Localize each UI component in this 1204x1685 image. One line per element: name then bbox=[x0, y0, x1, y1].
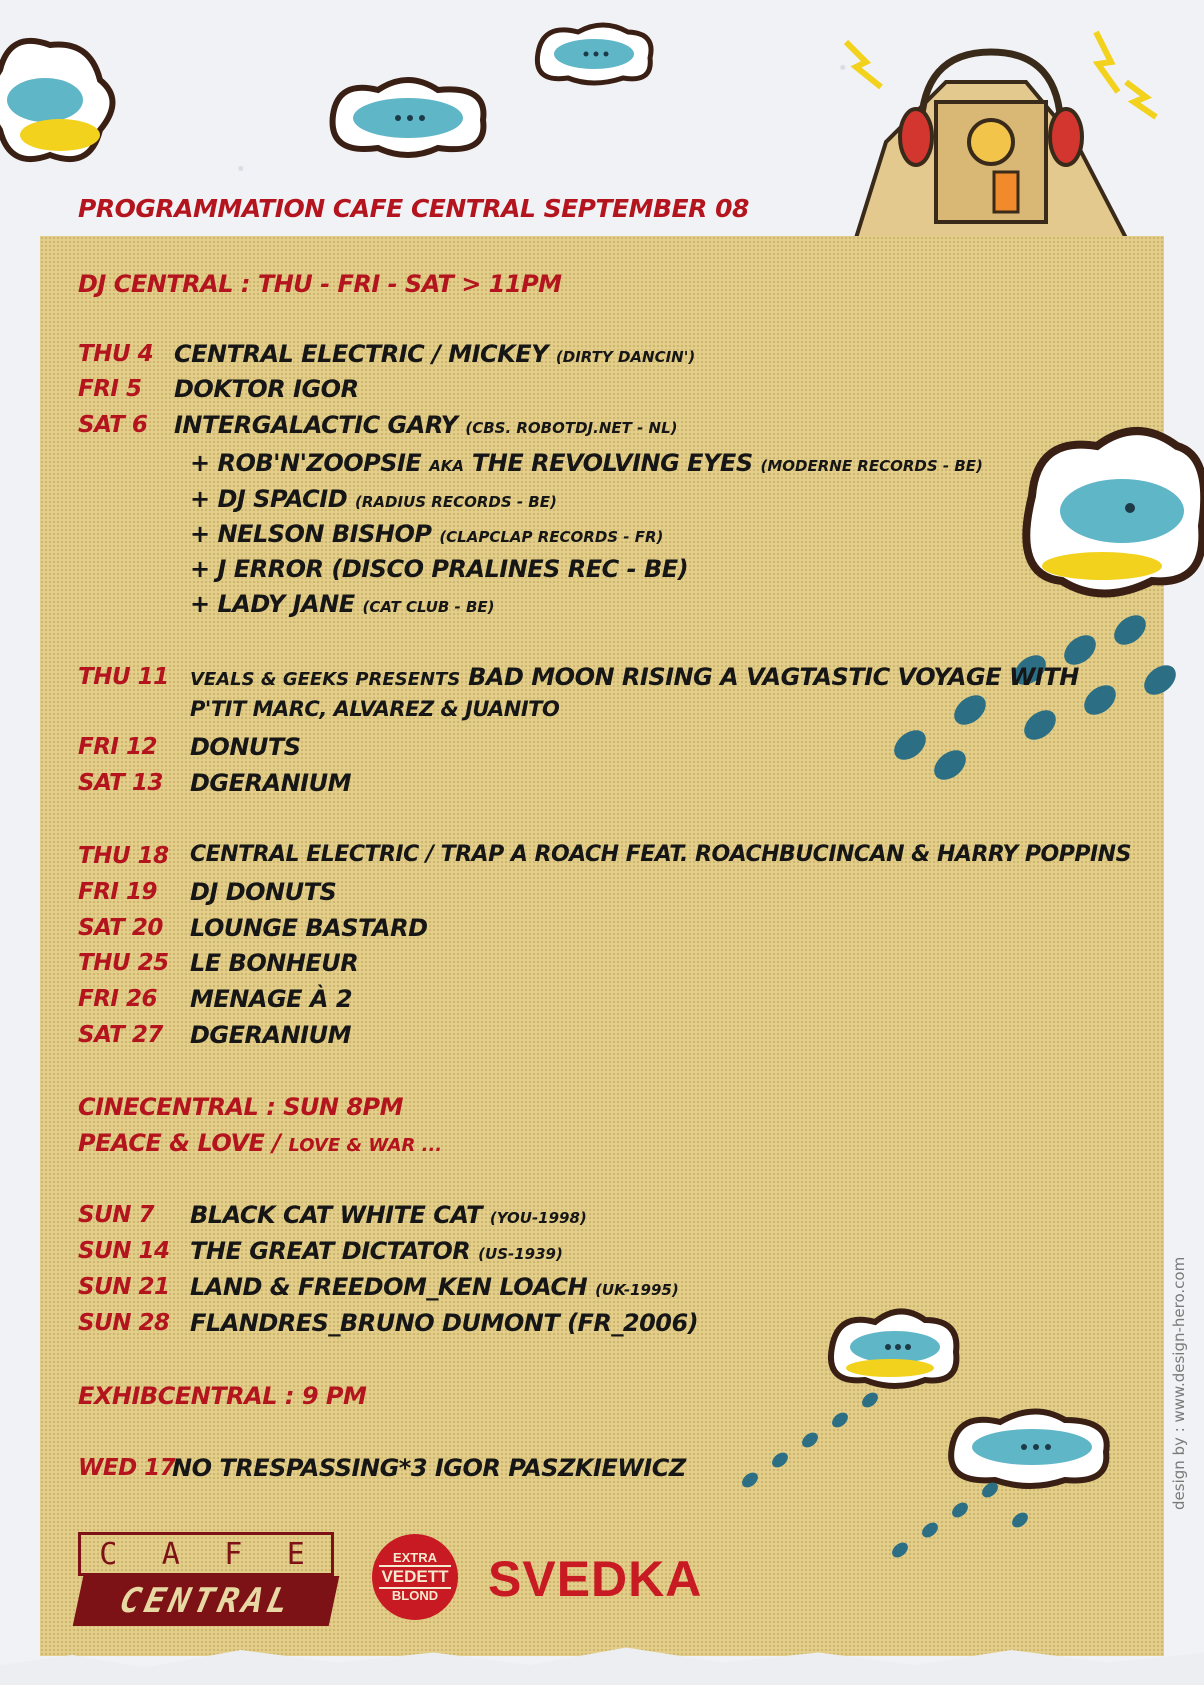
event-day: SAT 13 bbox=[78, 770, 163, 796]
event-title: DONUTS bbox=[190, 733, 301, 761]
event-title: DGERANIUM bbox=[190, 769, 351, 797]
dj-central-heading: DJ CENTRAL : THU - FRI - SAT > 11PM bbox=[78, 270, 562, 298]
event-day: FRI 5 bbox=[78, 376, 142, 402]
logo-letter: E bbox=[286, 1536, 313, 1572]
vedett-line: VEDETT bbox=[379, 1565, 450, 1589]
film-day: SUN 7 bbox=[78, 1202, 155, 1228]
event-day: THU 25 bbox=[78, 950, 169, 976]
design-credit: design by : www.design-hero.com bbox=[1170, 1256, 1188, 1510]
event-day: THU 11 bbox=[78, 664, 169, 690]
robot-building-icon bbox=[826, 22, 1166, 238]
logo-letter: A bbox=[161, 1536, 188, 1572]
film-title: THE GREAT DICTATOR (US-1939) bbox=[190, 1237, 563, 1265]
cafe-central-logo bbox=[78, 1532, 334, 1628]
event-guest: + LADY JANE (CAT CLUB - BE) bbox=[190, 590, 495, 618]
cloud-icon bbox=[820, 1302, 966, 1392]
event-day: FRI 12 bbox=[78, 734, 157, 760]
exhib-title: NO TRESPASSING*3 IGOR PASZKIEWICZ bbox=[172, 1454, 686, 1482]
film-day: SUN 28 bbox=[78, 1310, 170, 1336]
event-day: FRI 26 bbox=[78, 986, 157, 1012]
film-title: FLANDRES_BRUNO DUMONT (FR_2006) bbox=[190, 1309, 699, 1337]
film-day: SUN 21 bbox=[78, 1274, 170, 1300]
film-title: BLACK CAT WHITE CAT (YOU-1998) bbox=[190, 1201, 587, 1229]
event-title: DJ DONUTS bbox=[190, 878, 337, 906]
cafe-logo-top bbox=[78, 1532, 334, 1576]
vedett-line: BLOND bbox=[391, 1587, 439, 1603]
event-title-continued: P'TIT MARC, ALVAREZ & JUANITO bbox=[190, 697, 560, 721]
event-guest: + DJ SPACID (RADIUS RECORDS - BE) bbox=[190, 485, 557, 513]
svedka-logo: SVEDKA bbox=[488, 1551, 703, 1607]
event-title: VEALS & GEEKS PRESENTS BAD MOON RISING A VAGTASTIC VOYAGE WITH bbox=[190, 663, 1079, 691]
film-day: SUN 14 bbox=[78, 1238, 170, 1264]
vedett-line: EXTRA bbox=[392, 1550, 438, 1566]
event-day: THU 4 bbox=[78, 341, 154, 367]
event-title: CENTRAL ELECTRIC / MICKEY (DIRTY DANCIN') bbox=[174, 340, 696, 368]
exhib-day: WED 17 bbox=[78, 1455, 176, 1481]
cloud-icon bbox=[528, 18, 658, 88]
event-day: SAT 6 bbox=[78, 412, 148, 438]
cloud-icon bbox=[0, 20, 130, 170]
event-title: DGERANIUM bbox=[190, 1021, 351, 1049]
cafe-logo-bottom: CENTRAL bbox=[73, 1576, 340, 1626]
cinecentral-subheading: PEACE & LOVE / LOVE & WAR ... bbox=[78, 1129, 443, 1157]
event-day: SAT 20 bbox=[78, 915, 163, 941]
event-guest: + ROB'N'ZOOPSIE AKA THE REVOLVING EYES (MODERNE RECORDS - BE) bbox=[190, 449, 983, 477]
film-title: LAND & FREEDOM_KEN LOACH (UK-1995) bbox=[190, 1273, 679, 1301]
event-title: MENAGE À 2 bbox=[190, 985, 353, 1013]
event-day: FRI 19 bbox=[78, 879, 157, 905]
raindrop-icon bbox=[740, 1380, 1060, 1560]
event-title: CENTRAL ELECTRIC / TRAP A ROACH FEAT. ROACHBUCINCAN & HARRY POPPINS bbox=[190, 842, 1131, 867]
event-guest: + NELSON BISHOP (CLAPCLAP RECORDS - FR) bbox=[190, 520, 664, 548]
cloud-icon bbox=[318, 70, 498, 160]
event-day: THU 18 bbox=[78, 843, 169, 869]
event-day: SAT 27 bbox=[78, 1022, 163, 1048]
logo-letter: F bbox=[224, 1536, 251, 1572]
exhibcentral-heading: EXHIBCENTRAL : 9 PM bbox=[78, 1382, 367, 1410]
poster-title: PROGRAMMATION CAFE CENTRAL SEPTEMBER 08 bbox=[78, 194, 749, 223]
event-title: INTERGALACTIC GARY (CBS. ROBOTDJ.NET - NL) bbox=[174, 411, 678, 439]
event-title: LE BONHEUR bbox=[190, 949, 359, 977]
cloud-icon bbox=[1012, 416, 1204, 616]
event-guest: + J ERROR (DISCO PRALINES REC - BE) bbox=[190, 555, 689, 583]
cinecentral-heading: CINECENTRAL : SUN 8PM bbox=[78, 1093, 404, 1121]
event-title: DOKTOR IGOR bbox=[174, 375, 359, 403]
event-title: LOUNGE BASTARD bbox=[190, 914, 428, 942]
vedett-logo bbox=[372, 1534, 458, 1620]
logo-letter: C bbox=[99, 1536, 126, 1572]
